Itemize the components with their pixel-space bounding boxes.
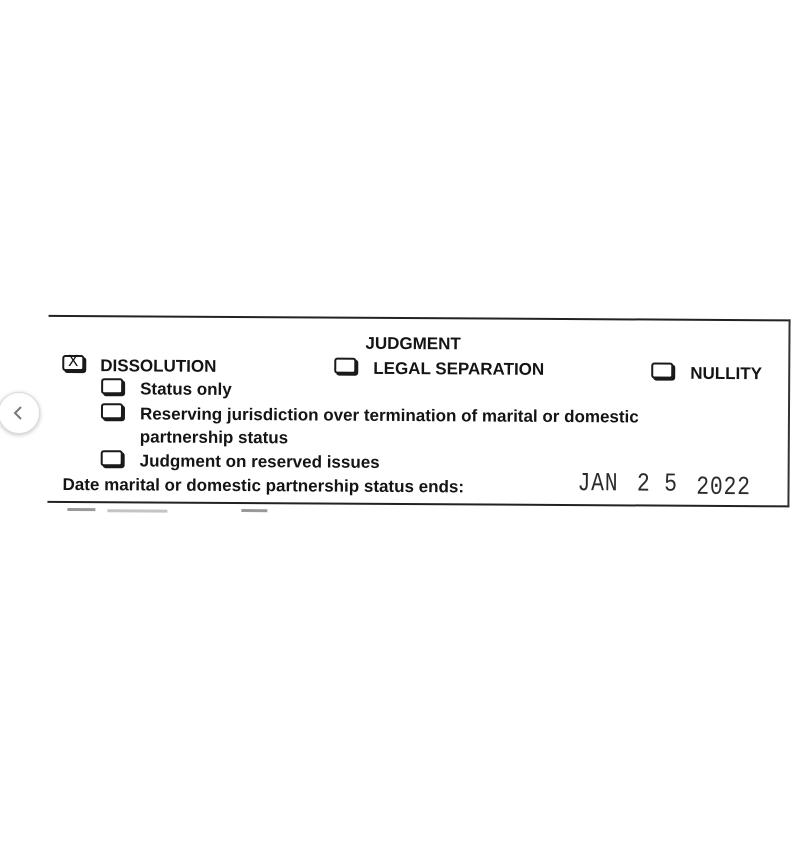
reserving-jurisdiction-label-line2: partnership status: [139, 427, 289, 448]
reserved-issues-checkbox[interactable]: [101, 450, 123, 466]
status-only-checkbox[interactable]: [101, 378, 123, 394]
legal-separation-label: LEGAL SEPARATION: [373, 358, 545, 379]
date-status-ends-label: Date marital or domestic partnership status ends:: [62, 474, 465, 497]
date-stamp: [577, 468, 751, 503]
reserved-issues-label: Judgment on reserved issues: [139, 451, 380, 472]
stamp-day: 2 5: [636, 468, 678, 499]
nullity-checkbox[interactable]: [651, 363, 673, 379]
dissolution-label: DISSOLUTION: [100, 356, 217, 376]
previous-button[interactable]: [0, 392, 40, 434]
bottom-rule: [47, 501, 789, 508]
stamp-year: 2022: [696, 471, 751, 503]
stamp-month: JAN: [577, 468, 619, 499]
dissolution-checkbox[interactable]: [62, 352, 84, 373]
nullity-label: NULLITY: [690, 363, 763, 384]
top-rule: [49, 315, 791, 322]
cut-off-checkbox-edge: [67, 508, 95, 511]
legal-separation-checkbox[interactable]: [334, 358, 356, 374]
chevron-left-icon: [11, 405, 27, 421]
cut-off-checkbox-edge-2: [241, 509, 267, 512]
status-only-label: Status only: [140, 379, 232, 399]
form-heading: JUDGMENT: [365, 333, 461, 354]
cut-off-text-edge: [107, 509, 167, 512]
reserving-jurisdiction-label-line1: Reserving jurisdiction over termination of marital or domestic: [139, 404, 639, 427]
right-border: [787, 319, 790, 507]
checkbox-x-mark: X: [68, 352, 79, 373]
reserving-jurisdiction-checkbox[interactable]: [101, 403, 123, 419]
